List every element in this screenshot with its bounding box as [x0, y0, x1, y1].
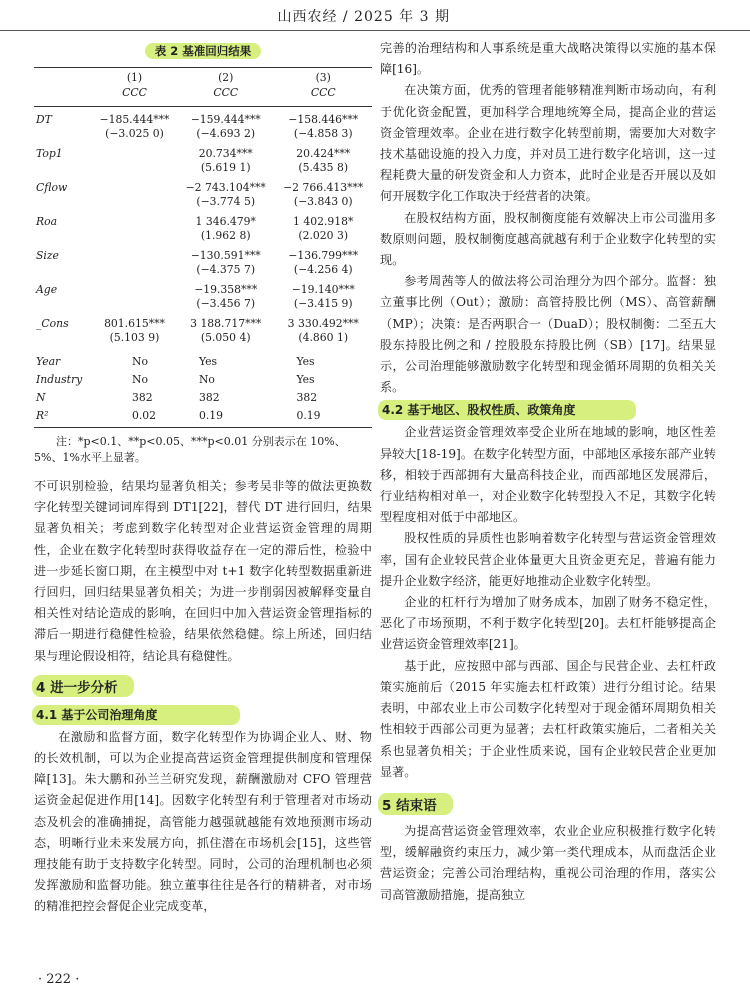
coef-cell: −2 743.104*** [185, 181, 266, 194]
t-empty [34, 195, 92, 209]
page-number: · 222 · [38, 972, 80, 987]
t-cell: (−3.456 7) [196, 297, 256, 310]
control-cell: No [132, 355, 148, 368]
control-row [34, 405, 372, 428]
t-cell: (−3.843 0) [293, 195, 353, 208]
body-paragraph: 股权性质的异质性也影响着数字化转型与营运资金管理效率，国有企业较民营企业体量更大且资金更充足，普遍有能力提升企业数字经济，能更好地推动企业数字化转型。 [380, 531, 716, 588]
table-caption-wrap [34, 40, 372, 59]
t-cell [92, 161, 177, 175]
body-paragraph: 企业的杠杆行为增加了财务成本，加剧了财务不稳定性，恶化了市场预期，不利于数字化转型[20]。去杠杆能够提高企业营运资金管理效率[21]。 [380, 595, 716, 652]
control-cell: Yes [296, 355, 315, 368]
body-paragraph: 不可识别检验，结果均显著负相关；参考吴非等的做法更换数字化转型关键词词库得到 DT1[22]，替代 DT 进行回归，结果显著负相关；考虑到数字化转型对企业营运资金管理的周期性，企业在数字化转型时获得收益存在一定的滞后性，检验中进一步延长窗口期，在主模型中对 t+1 数字化转型数据重新进行回归，回归结果显著负相关；为进一步削弱因被解释变量自相关性对结论造成的影响，在回归中加入营运资金管理指标的滞后一期进行稳健性检验，结果依然稳健。综上所述，回归结果与理论假设相符，结论具有稳健性。 [34, 479, 372, 663]
control-cell: 382 [296, 391, 318, 404]
coef-cell: 3 188.717*** [190, 317, 262, 330]
control-row [34, 387, 372, 405]
coef-cell [92, 141, 177, 161]
t-cell [92, 297, 177, 311]
coef-cell: 3 330.492*** [287, 317, 359, 330]
body-paragraph: 在激励和监督方面，数字化转型作为协调企业人、财、物的长效机制，可以为企业提高营运资金管理提供制度和管理保障[13]。朱大鹏和孙兰兰研究发现，薪酬激励对 CFO 管理营运资金起促进作用[14]。因数字化转型有利于管理者对市场动态及机会的准确捕捉，高管能力越强就越能有效地预测市场动态，明晰行业未来发展方向，抓住潜在市场机会[15]，这些管理技能有助于支持数字化转型。同时，公司的治理机制也必须发挥激励和监督功能。独立董事往往是各行的精耕者，对市场的精准把控会督促企业完成变革， [34, 729, 372, 914]
table-row-coef [34, 243, 372, 263]
control-cell: No [198, 373, 215, 386]
regression-table [34, 67, 372, 428]
table-row-t [34, 127, 372, 141]
table-row-t [34, 229, 372, 243]
left-column [34, 38, 372, 918]
body-paragraph: 基于此，应按照中部与西部、国企与民营企业、去杠杆政策实施前后（2015 年实施去杠杆政策）进行分组讨论。结果表明，中部农业上市公司数字化转型对于现金循环周期负相关性相较于西部公司更为显著；去杠杆政策实施后，二者相关关系也显著负相关；于企业性质来说，国有企业较民营企业更加显著。 [380, 658, 716, 779]
control-cell: 0.19 [177, 405, 275, 428]
coef-cell: −19.140*** [291, 283, 355, 296]
table-row-t [34, 263, 372, 277]
table-row-t [34, 297, 372, 311]
column-header-2: (2) [177, 68, 275, 87]
table-header-row [34, 68, 372, 87]
body-paragraph: 企业营运资金管理效率受企业所在地域的影响，地区性差异较大[18-19]。在数字化转型方面，中部地区承接东部产业转移，相较于西部拥有大量高科技企业，而西部地区发展滞后，行业结构相对单一，对企业数字化转型投入不足，其数字化转型程度相对低于中部地区。 [380, 425, 716, 525]
depvar-3: CCC [274, 86, 372, 107]
table-row-coef [34, 209, 372, 229]
t-cell [92, 229, 177, 243]
coef-cell: 1 346.479* [195, 215, 256, 228]
coef-cell: −159.444*** [190, 113, 261, 126]
t-cell: (1.962 8) [200, 229, 251, 242]
control-name: Industry [36, 373, 83, 386]
coef-cell [92, 243, 177, 263]
var-name: _Cons [36, 317, 69, 330]
control-name: Year [36, 355, 61, 368]
t-cell: (2.020 3) [298, 229, 349, 242]
var-name: Size [36, 249, 59, 262]
t-empty [34, 263, 92, 277]
table-row-coef [34, 107, 372, 128]
coef-cell: −158.446*** [288, 113, 359, 126]
depvar-2: CCC [177, 86, 275, 107]
var-name: Top1 [36, 147, 63, 160]
t-cell: (−4.693 2) [196, 127, 256, 140]
coef-cell [92, 175, 177, 195]
coef-cell: −130.591*** [190, 249, 261, 262]
t-cell: (−3.415 9) [293, 297, 353, 310]
body-paragraph: 在决策方面，优秀的管理者能够精准判断市场动向，有利于优化资金配置，更加科学合理地统筹全局，提高企业的营运资金管理效率。企业在进行数字化转型前期，需要加大对数字技术基础设施的投入力度，并对员工进行数字化培训，这一过程耗费大量的研发资金和人力资本，此时企业是否开展以及如何开展数字化工作取决于经营者的决策。 [380, 83, 716, 204]
subsection-heading-4-1: 4.1 基于公司治理角度 [32, 705, 240, 725]
t-cell [92, 195, 177, 209]
t-cell [92, 263, 177, 277]
coef-cell: 20.734*** [198, 147, 253, 160]
coef-cell: −136.799*** [288, 249, 359, 262]
coef-cell: −185.444*** [99, 113, 170, 126]
section-heading-5: 5 结束语 [378, 793, 453, 815]
table-row-coef [34, 175, 372, 195]
table-row-coef [34, 141, 372, 161]
coef-cell [92, 209, 177, 229]
control-name: N [36, 391, 46, 404]
section-heading-4: 4 进一步分析 [32, 675, 134, 697]
control-cell: 0.19 [274, 405, 372, 428]
coef-cell: 801.615*** [104, 317, 165, 330]
table-row-t [34, 331, 372, 345]
t-cell: (4.860 1) [298, 331, 349, 344]
table-row-t [34, 161, 372, 175]
body-paragraph: 参考周茜等人的做法将公司治理分为四个部分。监督：独立董事比例（Out）；激励：高管持股比例（MS）、高管薪酬（MP）；决策：是否两职合一（DuaD）；股权制衡：二至五大股东持股比例之和 / 控股股东持股比例（SB）[17]。结果显示，公司治理能够激励数字化转型和现金循环周期的负相关关系。 [380, 274, 716, 395]
t-empty [34, 297, 92, 311]
coef-cell: −19.358*** [194, 283, 258, 296]
table-row-t [34, 195, 372, 209]
column-header-1: (1) [92, 68, 177, 87]
coef-cell: 1 402.918* [293, 215, 354, 228]
subsection-heading-4-2: 4.2 基于地区、股权性质、政策角度 [378, 400, 636, 420]
t-cell: (5.619 1) [200, 161, 251, 174]
table-row-coef [34, 311, 372, 331]
var-name: Cflow [36, 181, 68, 194]
control-cell: Yes [198, 355, 218, 368]
control-cell: 382 [198, 391, 220, 404]
t-cell: (5.435 8) [298, 161, 349, 174]
t-empty [34, 229, 92, 243]
table-row-coef [34, 277, 372, 297]
body-paragraph: 在股权结构方面，股权制衡度能有效解决上市公司滥用多数原则问题，股权制衡度越高就越有利于企业数字化转型的实现。 [380, 210, 716, 268]
var-name: DT [36, 113, 52, 126]
t-empty [34, 127, 92, 141]
control-cell: Yes [296, 373, 315, 386]
column-header-3: (3) [274, 68, 372, 87]
control-row [34, 345, 372, 369]
table-caption: 表 2 基准回归结果 [145, 43, 262, 59]
t-cell: (−4.256 4) [293, 263, 353, 276]
coef-cell: −2 766.413*** [283, 181, 364, 194]
t-cell: (−4.375 7) [196, 263, 256, 276]
header-empty [34, 68, 92, 87]
t-cell: (5.050 4) [200, 331, 251, 344]
depvar-empty [34, 86, 92, 107]
control-row [34, 369, 372, 387]
coef-cell [92, 277, 177, 297]
control-cell: No [132, 373, 148, 386]
t-cell: (−3.774 5) [196, 195, 256, 208]
right-column [380, 38, 716, 906]
running-header [0, 0, 750, 31]
table-note: 注：*p<0.1、**p<0.05、***p<0.01 分别表示在 10%、5%、1%水平上显著。 [34, 435, 346, 464]
t-empty [34, 331, 92, 345]
t-empty [34, 161, 92, 175]
control-cell: 0.02 [92, 405, 177, 428]
t-cell: (5.103 9) [109, 331, 160, 344]
control-name: R² [34, 405, 92, 428]
var-name: Age [36, 283, 58, 296]
body-paragraph: 为提高营运资金管理效率，农业企业应积极推行数字化转型，缓解融资约束压力，减少第一类代理成本，从而盘活企业营运资金；完善公司治理结构，重视公司治理的作用，落实公司高管激励措施，提高独立 [380, 823, 716, 902]
table-depvar-row [34, 86, 372, 107]
journal-title: 山西农经 / 2025 年 3 期 [277, 9, 450, 25]
control-cell: 382 [132, 391, 153, 404]
var-name: Roa [36, 215, 58, 228]
body-paragraph: 完善的治理结构和人事系统是重大战略决策得以实施的基本保障[16]。 [380, 41, 716, 77]
depvar-1: CCC [92, 86, 177, 107]
coef-cell: 20.424*** [296, 147, 351, 160]
t-cell: (−3.025 0) [105, 127, 164, 140]
t-cell: (−4.858 3) [293, 127, 353, 140]
